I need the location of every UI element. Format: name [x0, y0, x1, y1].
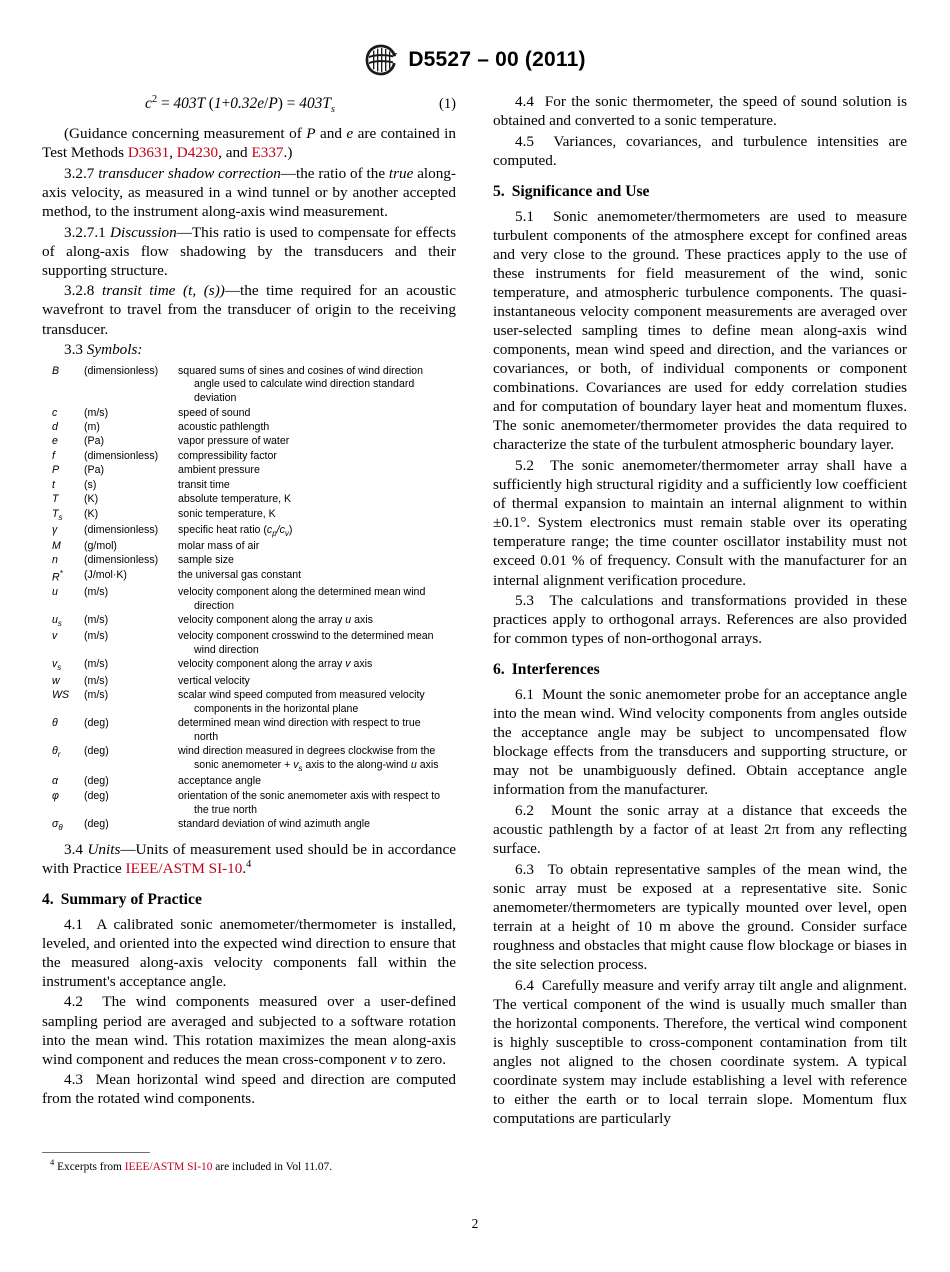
equation-1-number: (1) — [438, 96, 456, 113]
symbol-unit: (K) — [84, 493, 99, 506]
symbol-description: specific heat ratio $(c_p/c_v)$ — [178, 523, 293, 538]
link-ieee-astm-si-10[interactable]: IEEE/ASTM SI-10 — [125, 859, 243, 877]
symbol-description-cont: deviation — [194, 392, 237, 405]
section-4-number: 4. — [42, 890, 54, 908]
table-row — [42, 478, 456, 492]
paragraph-4-3-number: 4.3 — [64, 1071, 83, 1089]
paragraph-4-2-number: 4.2 — [64, 993, 83, 1011]
section-5-title: Significance and Use — [511, 182, 650, 200]
symbol-description: acceptance angle — [178, 775, 262, 788]
symbol-B: B — [52, 364, 60, 377]
table-row — [42, 464, 456, 478]
symbol-unit: (m) — [84, 420, 100, 433]
paragraph-3-3-term: Symbols: — [86, 341, 143, 359]
paragraph-6-3-number: 6.3 — [515, 860, 534, 878]
symbol-description-cont: the true north — [194, 803, 258, 816]
page-header — [0, 44, 950, 76]
table-row — [42, 689, 456, 717]
symbol-description — [176, 689, 456, 717]
symbol-description — [176, 745, 456, 775]
symbol-unit: (m/s) — [84, 688, 109, 701]
paragraph-4-2: 4.2 The wind components measured over a user-defined sampling period are averaged and subjected to a software rotation into the mean wind. This rotation maximizes the mean along-axis wind component and reduces the mean cross-component v to zero. — [42, 993, 456, 1068]
paragraph-3-4-units — [42, 840, 456, 878]
equation-1-body: $c^2 = 403T$ $(1+0.32e/P) = 403T_s$ — [145, 94, 335, 116]
paragraph-4-3-text: Mean horizontal wind speed and direction are computed from the rotated wind components. — [42, 1071, 456, 1108]
table-row — [42, 364, 456, 406]
paragraph-4-5-text: Variances, covariances, and turbulence intensities are computed. — [493, 132, 907, 169]
paragraph-6-1-number: 6.1 — [515, 686, 534, 704]
symbol-description-cont: wind direction — [194, 643, 259, 656]
paragraph-5-2-number: 5.2 — [515, 457, 534, 475]
table-row — [42, 507, 456, 523]
symbol-description-main: determined mean wind direction with respect to true — [178, 717, 421, 730]
section-4-title: Summary of Practice — [60, 890, 202, 908]
symbol-unit: (deg) — [84, 789, 109, 802]
symbol-description-cont: direction — [194, 599, 235, 612]
symbol-alpha: α — [52, 775, 59, 788]
symbol-theta-r: $\theta_r$ — [52, 745, 61, 760]
paragraph-guidance-note: (Guidance concerning measurement of P and e are contained in Test Methods D3631, D4230, and E337.) — [42, 125, 456, 162]
paragraph-6-1-text: Mount the sonic anemometer probe for an acceptance angle into the mean wind. Wind velocity components from angles outside the acceptance angle may be subject to uncompensated flow blockage effects from the transducers and supporting structure, or may not be unambiguously defined. Obtain acceptance angle information from the manufacturer. — [493, 686, 908, 799]
page-columns — [42, 92, 908, 1130]
symbol-unit: (dimensionless) — [84, 364, 159, 377]
symbol-WS: WS — [52, 688, 70, 701]
table-row — [42, 435, 456, 449]
table-row — [42, 554, 456, 568]
symbol-unit: (K) — [84, 507, 99, 520]
symbol-phi: φ — [52, 789, 59, 802]
section-5-number: 5. — [493, 182, 505, 200]
paragraph-3-4-term: Units — [87, 840, 121, 858]
table-row — [42, 523, 456, 539]
paragraph-3-2-7-term: transducer shadow correction — [98, 164, 281, 182]
paragraph-4-4 — [493, 92, 907, 130]
symbol-unit: (deg) — [84, 745, 109, 758]
paragraph-3-4-text: —Units of measurement used should be in accordance with Practice — [42, 840, 456, 877]
symbol-unit: (dimensionless) — [84, 554, 159, 567]
symbol-t: t — [52, 478, 55, 491]
table-row — [42, 493, 456, 507]
table-row — [42, 789, 456, 817]
paragraph-4-4-number: 4.4 — [515, 93, 534, 110]
paragraph-4-4-text: For the sonic thermometer, the speed of sound solution is obtained and converted to a sonic temperature. — [493, 93, 907, 130]
astm-logo-icon — [364, 44, 398, 76]
link-d4230[interactable]: D4230 — [176, 144, 219, 162]
paragraph-5-2 — [493, 456, 907, 590]
link-e337[interactable]: E337 — [251, 144, 284, 162]
paragraph-6-2-text: Mount the sonic array at a distance that exceeds the acoustic pathlength by a factor of at least 2π from any reflecting surface. — [493, 802, 907, 858]
symbol-unit: (m/s) — [84, 614, 109, 627]
paragraph-3-2-7: 3.2.7 transducer shadow correction—the ratio of the true along-axis velocity, as measured in a wind tunnel or by another accepted method, to the instrument along-axis wind measurement. — [42, 164, 456, 221]
symbol-gamma: γ — [52, 523, 58, 536]
paragraph-3-2-8-term: transit time (t, (s)) — [102, 282, 225, 300]
symbol-e: e — [52, 435, 58, 448]
symbol-description-main: orientation of the sonic anemometer axis with respect to — [178, 789, 441, 802]
paragraph-6-4 — [493, 976, 907, 1129]
symbol-unit: (deg) — [84, 817, 109, 830]
paragraph-4-3 — [42, 1070, 456, 1108]
symbol-description: vertical velocity — [178, 674, 250, 687]
symbol-R-star: R* — [52, 568, 63, 584]
symbol-unit: (g/mol) — [84, 539, 117, 552]
paragraph-6-4-number: 6.4 — [515, 976, 534, 994]
symbol-description — [176, 586, 456, 614]
symbol-n: n — [52, 554, 58, 567]
paragraph-3-3-symbols — [42, 340, 456, 359]
symbol-description: vapor pressure of water — [178, 435, 290, 448]
symbol-unit: (m/s) — [84, 406, 109, 419]
right-column — [493, 92, 907, 1130]
footnote-marker-4: 4 — [246, 858, 252, 870]
section-heading-5 — [493, 183, 907, 202]
symbol-u: u — [52, 585, 58, 598]
paragraph-3-2-8-number: 3.2.8 — [64, 282, 95, 300]
symbol-description: standard deviation of wind azimuth angle — [178, 817, 370, 830]
symbol-description: sonic temperature, K — [178, 507, 276, 520]
symbol-unit: (s) — [84, 478, 97, 491]
footnote-text-before: Excerpts from — [57, 1161, 125, 1173]
table-row — [42, 614, 456, 630]
symbol-description: velocity component along the array u axis — [178, 614, 373, 627]
symbol-description: molar mass of air — [178, 539, 260, 552]
symbol-unit: (Pa) — [84, 464, 105, 477]
symbol-description: sample size — [178, 554, 234, 567]
link-d3631[interactable]: D3631 — [127, 144, 170, 162]
paragraph-3-4-text-after: . — [242, 859, 247, 877]
symbol-sigma-theta: $\sigma_\theta$ — [52, 817, 63, 833]
paragraph-5-3 — [493, 591, 907, 648]
symbol-description: compressibility factor — [178, 449, 277, 462]
symbol-d: d — [52, 420, 58, 433]
paragraph-6-3 — [493, 860, 907, 974]
symbol-c: c — [52, 406, 58, 419]
symbol-unit: (m/s) — [84, 658, 109, 671]
left-column — [42, 92, 456, 1130]
paragraph-6-4-text: Carefully measure and verify array tilt angle and alignment. The vertical component of the wind is usually much smaller than the horizontal components. Therefore, the vertical wind component is highly susceptible to cross-component contamination from tilt angles not aligned to the chosen coordinate system. A typical coordinate system may include establishing a level with reference to either the earth or to local terrain slope. Momentum flux computations are particularly — [493, 976, 907, 1128]
paragraph-3-2-7-1-term: Discussion — [110, 223, 177, 241]
section-6-title: Interferences — [511, 661, 600, 679]
footnote-divider — [42, 1152, 150, 1153]
symbol-f: f — [52, 449, 55, 462]
symbol-description-main: velocity component crosswind to the determined mean — [178, 630, 434, 643]
page-number: 2 — [471, 1216, 479, 1231]
footnote-text-after: are included in Vol 11.07. — [212, 1161, 333, 1173]
symbol-description — [176, 789, 456, 817]
symbol-description-main: squared sums of sines and cosines of wind direction — [178, 364, 423, 377]
symbol-description: ambient pressure — [178, 464, 260, 477]
paragraph-4-1 — [42, 915, 456, 991]
paragraph-3-2-8: 3.2.8 transit time (t, (s))—the time required for an acoustic wavefront to travel from the transducer of origin to the receiving transducer. — [42, 282, 457, 338]
table-row — [42, 717, 456, 745]
symbol-description: acoustic pathlength — [178, 420, 270, 433]
symbol-theta: θ — [52, 717, 58, 730]
symbol-description: the universal gas constant — [178, 568, 302, 581]
footnote-link-ieee-astm-si-10[interactable]: IEEE/ASTM SI-10 — [124, 1161, 213, 1173]
symbol-us: $u_s$ — [52, 614, 62, 629]
paragraph-6-1 — [493, 685, 907, 799]
symbol-unit: (deg) — [84, 775, 109, 788]
symbol-description: velocity component along the array v axis — [178, 658, 373, 671]
paragraph-4-5-number: 4.5 — [515, 132, 534, 150]
footnote-zone — [42, 1152, 456, 1175]
symbols-table — [42, 364, 456, 834]
symbol-unit: (J/mol·K) — [84, 568, 127, 581]
section-heading-4 — [42, 891, 456, 910]
section-6-number: 6. — [493, 661, 505, 679]
symbol-unit: (dimensionless) — [84, 449, 159, 462]
paragraph-3-4-number: 3.4 — [64, 840, 83, 858]
symbol-description-cont: components in the horizontal plane — [194, 702, 359, 715]
symbol-description: transit time — [178, 478, 230, 491]
table-row — [42, 674, 456, 688]
paragraph-6-2 — [493, 801, 907, 858]
paragraph-4-5 — [493, 132, 907, 170]
symbol-T: T — [52, 493, 59, 506]
symbol-description-cont: north — [194, 730, 219, 743]
table-row — [42, 406, 456, 420]
symbol-unit: (dimensionless) — [84, 523, 159, 536]
table-row — [42, 450, 456, 464]
symbol-unit: (m/s) — [84, 674, 109, 687]
paragraph-5-3-text: The calculations and transformations provided in these practices apply to orthogonal arrays. References are also provided for common types of non-orthogonal arrays. — [493, 592, 907, 648]
symbol-description-main: scalar wind speed computed from measured velocity — [178, 688, 425, 701]
paragraph-4-1-text: A calibrated sonic anemometer/thermometer is installed, leveled, and oriented into the expected wind direction to ensure that the measured along-axis velocity components fall within the instrument's acceptance angle. — [42, 915, 456, 990]
symbol-P: P — [52, 464, 60, 477]
section-heading-6 — [493, 661, 907, 680]
symbol-description — [176, 717, 456, 745]
symbol-description — [176, 630, 456, 658]
table-row — [42, 745, 456, 775]
symbol-description-cont: angle used to calculate wind direction standard — [194, 378, 415, 391]
symbol-M: M — [52, 539, 61, 552]
paragraph-3-3-number: 3.3 — [64, 341, 83, 359]
paragraph-5-1-number: 5.1 — [515, 207, 534, 225]
paragraph-5-3-number: 5.3 — [515, 592, 534, 610]
paragraph-6-2-number: 6.2 — [515, 802, 534, 820]
table-row — [42, 630, 456, 658]
footnote-4 — [42, 1157, 456, 1175]
paragraph-6-3-text: To obtain representative samples of the mean wind, the sonic array must be exposed at a representative site. Sonic anemometer/thermometers are typically mounted over level, open terrain at a height of 10 m above the ground. Consider surface roughness and obstacles that might cause flow blockage or biases in the site selection process. — [493, 860, 907, 974]
symbol-unit: (m/s) — [84, 585, 109, 598]
symbol-v: v — [52, 630, 58, 643]
table-row — [42, 586, 456, 614]
symbol-unit: (deg) — [84, 717, 109, 730]
symbol-description-cont: sonic anemometer + $v_s$ axis to the along-wind u axis — [194, 759, 439, 774]
symbol-Ts: $T_s$ — [52, 507, 63, 522]
symbol-unit: (Pa) — [84, 435, 105, 448]
table-row — [42, 775, 456, 789]
symbol-w: w — [52, 674, 60, 687]
paragraph-5-2-text: The sonic anemometer/thermometer array shall have a sufficiently high structural rigidity and a sufficiently low coefficient of thermal expansion to maintain an internal alignment to within ±0.1°. System electronics must remain stable over its operating temperature range; the time counter oscillator instability must not exceed 0.01 % of frequency. Consult with the manufacturer for an internal alignment verification procedure. — [493, 457, 907, 589]
symbol-vs: $v_s$ — [52, 658, 62, 673]
equation-1 — [42, 94, 456, 115]
symbol-description — [176, 364, 456, 406]
paragraph-3-2-7-1-number: 3.2.7.1 — [64, 223, 106, 241]
paragraph-3-2-7-number: 3.2.7 — [64, 164, 95, 182]
symbol-description-main: velocity component along the determined mean wind — [178, 585, 426, 598]
symbol-unit: (m/s) — [84, 630, 109, 643]
paragraph-5-1 — [493, 207, 907, 455]
table-row — [42, 658, 456, 674]
table-row — [42, 818, 456, 834]
symbol-description-main: wind direction measured in degrees clockwise from the — [178, 745, 436, 758]
paragraph-3-2-7-1: 3.2.7.1 Discussion—This ratio is used to compensate for effects of along-axis flow shadowing by the transducers and their supporting structure. — [42, 223, 456, 279]
document-designation: D5527 – 00 (2011) — [408, 48, 586, 71]
footnote-number: 4 — [50, 1157, 55, 1168]
table-row — [42, 569, 456, 586]
table-row — [42, 421, 456, 435]
table-row — [42, 540, 456, 554]
symbol-description: absolute temperature, K — [178, 493, 292, 506]
symbol-description: speed of sound — [178, 406, 251, 419]
paragraph-5-1-text: Sonic anemometer/thermometers are used to measure turbulent components of the atmosphere except for confined areas and very close to the ground. These practices apply to the use of these instruments for field measurement of the wind, sonic temperature, and atmospheric turbulence components. The quasi-instantaneous velocity component measurements are averaged over user-selected sampling times to define mean along-axis wind components, mean wind speed and direction, and the variances or covariances, or both, of individual components or component combinations. Covariances are used for eddy correlation studies and for computation of boundary layer heat and momentum fluxes. The sonic anemometer/thermometer provides the data required to characterize the state of the turbulent atmospheric boundary layer. — [493, 207, 907, 454]
paragraph-4-1-number: 4.1 — [64, 915, 83, 933]
